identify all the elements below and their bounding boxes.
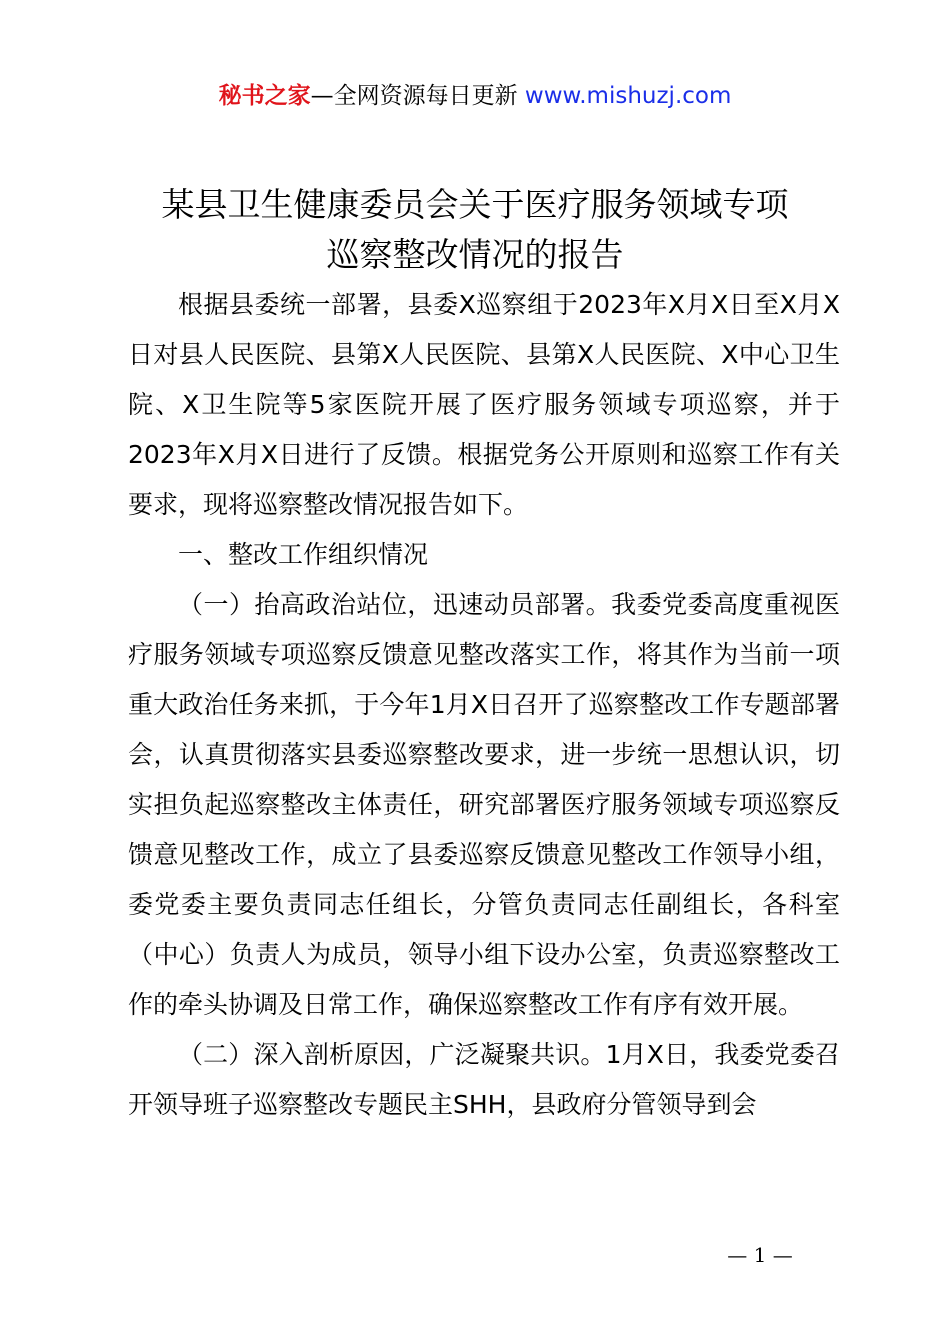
document-body (128, 280, 840, 1130)
paragraph-section-1: （一）抬高政治站位，迅速动员部署。我委党委高度重视医疗服务领域专项巡察反馈意见整改落实工作，将其作为当前一项重大政治任务来抓，于今年1月X日召开了巡察整改工作专题部署会，认真贯彻落实县委巡察整改要求，进一步统一思想认识，切实担负起巡察整改主体责任，研究部署医疗服务领域专项巡察反馈意见整改工作，成立了县委巡察反馈意见整改工作领导小组，委党委主要负责同志任组长，分管负责同志任副组长，各科室（中心）负责人为成员，领导小组下设办公室，负责巡察整改工作的牵头协调及日常工作，确保巡察整改工作有序有效开展。 (128, 590, 840, 1019)
site-header (0, 78, 950, 114)
page-number: — 1 — (727, 1243, 793, 1267)
document-title (0, 180, 950, 280)
brand-name: 秘书之家 (218, 83, 311, 109)
paragraph-intro: 根据县委统一部署，县委X巡察组于2023年X月X日至X月X日对县人民医院、县第X人民医院、县第X人民医院、X中心卫生院、X卫生院等5家医院开展了医疗服务领域专项巡察，并于2023年X月X日进行了反馈。根据党务公开原则和巡察工作有关要求，现将巡察整改情况报告如下。 (128, 290, 840, 519)
document-title-line-1: 某县卫生健康委员会关于医疗服务领域专项 (161, 185, 789, 224)
document-title-line-2: 巡察整改情况的报告 (326, 235, 624, 274)
paragraph-section-2: （二）深入剖析原因，广泛凝聚共识。1月X日，我委党委召开领导班子巡察整改专题民主SHH，县政府分管领导到会 (128, 1040, 840, 1119)
section-heading: 一、整改工作组织情况 (178, 540, 429, 569)
site-url-link[interactable]: www.mishuzj.com (524, 83, 732, 109)
site-slogan: —全网资源每日更新 (310, 83, 518, 109)
